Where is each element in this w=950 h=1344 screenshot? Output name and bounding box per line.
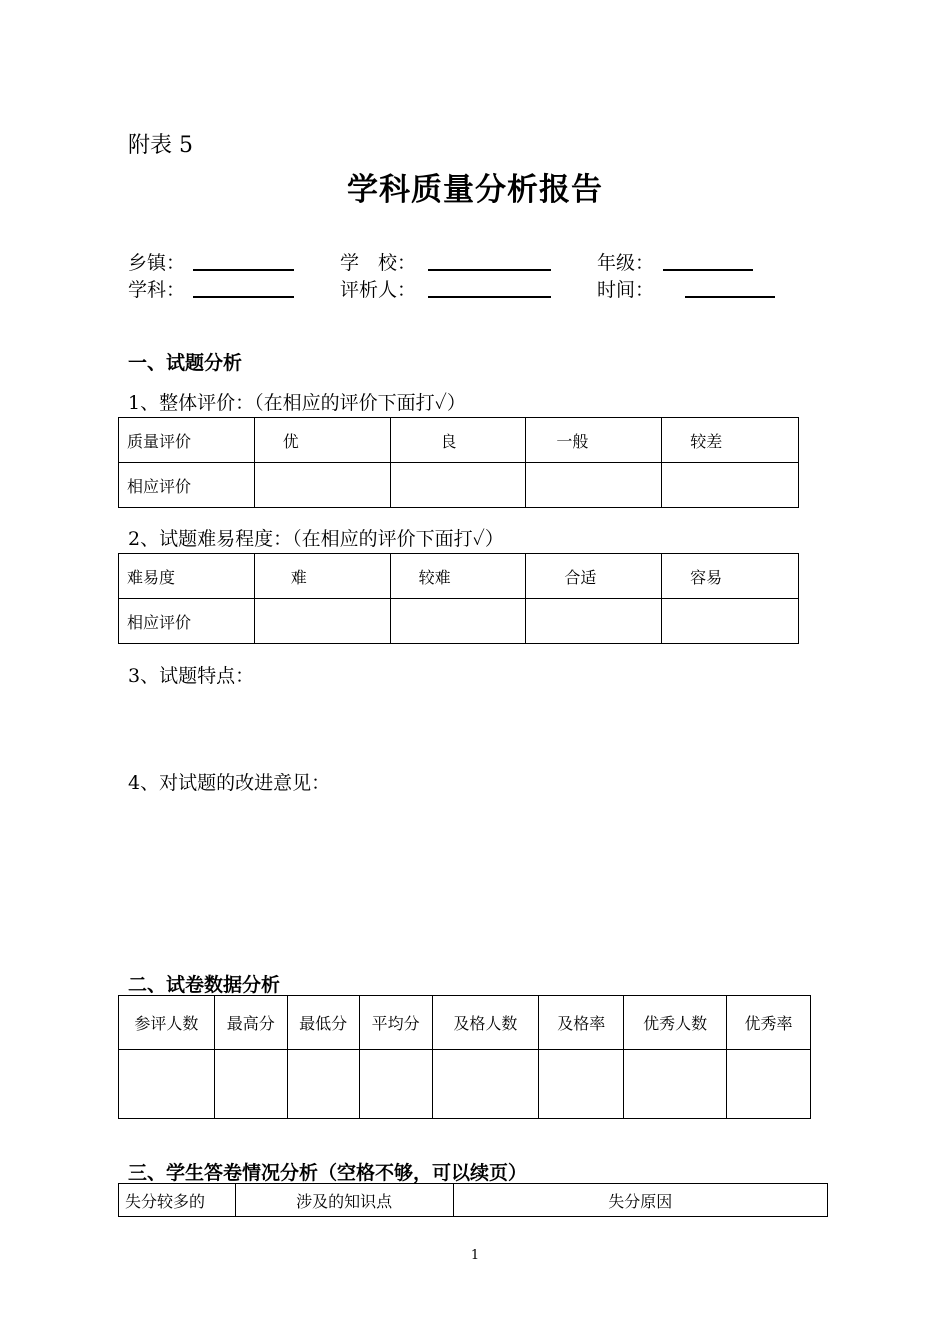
row-label: 难易度	[119, 554, 255, 599]
col-header: 较难	[390, 554, 526, 599]
answer-cell[interactable]	[390, 599, 526, 644]
school-label: 学 校：	[340, 252, 417, 274]
col-header: 参评人数	[119, 996, 215, 1050]
time-blank[interactable]	[685, 296, 775, 298]
data-cell[interactable]	[727, 1050, 811, 1119]
answer-cell[interactable]	[526, 599, 662, 644]
col-header: 最低分	[287, 996, 359, 1050]
quality-evaluation-table	[118, 417, 799, 508]
item4-improvement: 4、对试题的改进意见：	[128, 772, 331, 794]
row-label: 质量评价	[119, 418, 255, 463]
data-cell[interactable]	[359, 1050, 432, 1119]
table-row	[119, 1050, 811, 1119]
answer-cell[interactable]	[526, 463, 662, 508]
town-blank[interactable]	[193, 269, 294, 271]
data-cell[interactable]	[432, 1050, 539, 1119]
table-row	[119, 599, 799, 644]
col-header: 合适	[526, 554, 662, 599]
data-cell[interactable]	[214, 1050, 287, 1119]
answer-cell[interactable]	[254, 463, 390, 508]
page-number: 1	[470, 1248, 480, 1263]
item2-difficulty: 2、试题难易程度：（在相应的评价下面打✓）	[128, 528, 504, 550]
col-header: 涉及的知识点	[235, 1184, 453, 1217]
subject-blank[interactable]	[193, 296, 294, 298]
answer-cell[interactable]	[662, 599, 799, 644]
table-row	[119, 418, 799, 463]
section1-heading: 一、试题分析	[128, 352, 243, 374]
data-cell[interactable]	[624, 1050, 727, 1119]
table-row	[119, 996, 811, 1050]
col-header: 及格人数	[432, 996, 539, 1050]
data-cell[interactable]	[539, 1050, 624, 1119]
col-header: 容易	[662, 554, 799, 599]
grade-blank[interactable]	[663, 269, 753, 271]
analyst-blank[interactable]	[428, 296, 551, 298]
table-row	[119, 554, 799, 599]
difficulty-table	[118, 553, 799, 644]
col-header: 一般	[526, 418, 662, 463]
school-blank[interactable]	[428, 269, 551, 271]
table-row	[119, 1184, 828, 1217]
town-label: 乡镇：	[128, 252, 186, 274]
col-header: 及格率	[539, 996, 624, 1050]
subject-label: 学科：	[128, 279, 186, 301]
appendix-label: 附表 5	[128, 133, 193, 158]
page-title: 学科质量分析报告	[347, 172, 603, 208]
col-header: 平均分	[359, 996, 432, 1050]
section2-heading: 二、试卷数据分析	[128, 974, 281, 996]
section3-heading: 三、学生答卷情况分析（空格不够，可以续页）	[128, 1162, 528, 1184]
time-label: 时间：	[597, 279, 655, 301]
answer-cell[interactable]	[662, 463, 799, 508]
col-header: 最高分	[214, 996, 287, 1050]
col-header: 失分较多的	[119, 1184, 236, 1217]
col-header: 优	[254, 418, 390, 463]
col-header: 优秀人数	[624, 996, 727, 1050]
col-header: 较差	[662, 418, 799, 463]
grade-label: 年级：	[597, 252, 655, 274]
col-header: 难	[254, 554, 390, 599]
data-cell[interactable]	[287, 1050, 359, 1119]
col-header: 良	[390, 418, 526, 463]
score-data-table	[118, 995, 811, 1119]
row-label: 相应评价	[119, 463, 255, 508]
answer-cell[interactable]	[390, 463, 526, 508]
col-header: 失分原因	[453, 1184, 827, 1217]
table-row	[119, 463, 799, 508]
analyst-label: 评析人：	[340, 279, 417, 301]
answer-analysis-table	[118, 1183, 828, 1217]
item3-features: 3、试题特点：	[128, 665, 255, 687]
col-header: 优秀率	[727, 996, 811, 1050]
data-cell[interactable]	[119, 1050, 215, 1119]
row-label: 相应评价	[119, 599, 255, 644]
answer-cell[interactable]	[254, 599, 390, 644]
item1-overall-evaluation: 1、整体评价：（在相应的评价下面打✓）	[128, 392, 466, 414]
